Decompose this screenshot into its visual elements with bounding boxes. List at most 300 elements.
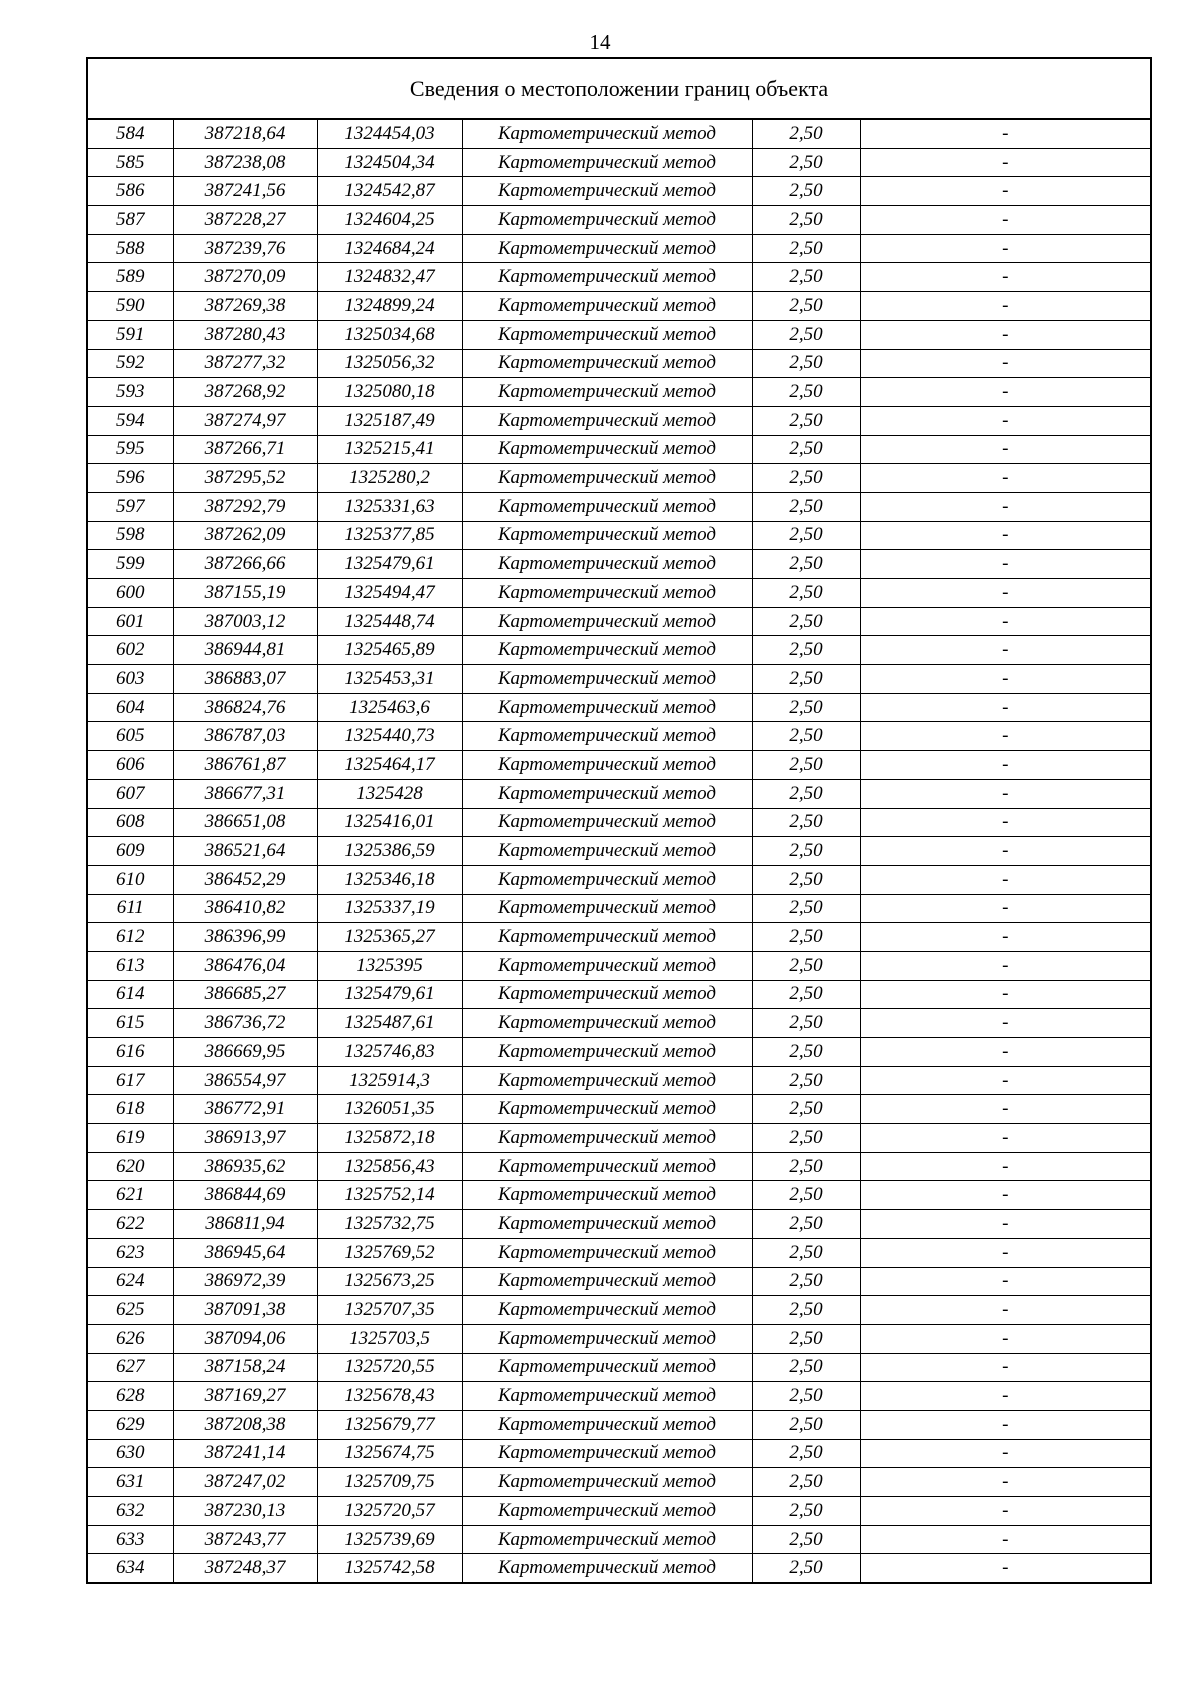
cell-accuracy: 2,50 <box>752 1382 860 1411</box>
cell-coord-y: 1325769,52 <box>317 1238 462 1267</box>
cell-coord-y: 1325673,25 <box>317 1267 462 1296</box>
cell-description: - <box>860 951 1151 980</box>
table-row <box>87 1267 1151 1296</box>
cell-coord-x: 387239,76 <box>173 234 317 263</box>
cell-coord-x: 387241,56 <box>173 177 317 206</box>
cell-accuracy: 2,50 <box>752 1238 860 1267</box>
cell-accuracy: 2,50 <box>752 1439 860 1468</box>
cell-accuracy: 2,50 <box>752 751 860 780</box>
cell-method: Картометрический метод <box>462 579 752 608</box>
cell-point-number: 634 <box>87 1554 173 1583</box>
cell-description: - <box>860 579 1151 608</box>
cell-point-number: 609 <box>87 837 173 866</box>
cell-accuracy: 2,50 <box>752 263 860 292</box>
cell-method: Картометрический метод <box>462 808 752 837</box>
cell-accuracy: 2,50 <box>752 492 860 521</box>
cell-description: - <box>860 923 1151 952</box>
cell-description: - <box>860 607 1151 636</box>
cell-point-number: 608 <box>87 808 173 837</box>
cell-accuracy: 2,50 <box>752 693 860 722</box>
cell-accuracy: 2,50 <box>752 1210 860 1239</box>
cell-description: - <box>860 119 1151 148</box>
table-row <box>87 665 1151 694</box>
cell-accuracy: 2,50 <box>752 1324 860 1353</box>
cell-method: Картометрический метод <box>462 177 752 206</box>
cell-description: - <box>860 1066 1151 1095</box>
cell-accuracy: 2,50 <box>752 1152 860 1181</box>
cell-coord-x: 387247,02 <box>173 1468 317 1497</box>
cell-description: - <box>860 808 1151 837</box>
cell-coord-y: 1325463,6 <box>317 693 462 722</box>
table-row <box>87 1038 1151 1067</box>
cell-method: Картометрический метод <box>462 722 752 751</box>
cell-point-number: 602 <box>87 636 173 665</box>
cell-coord-y: 1325679,77 <box>317 1410 462 1439</box>
cell-description: - <box>860 894 1151 923</box>
cell-method: Картометрический метод <box>462 1439 752 1468</box>
cell-coord-x: 387158,24 <box>173 1353 317 1382</box>
cell-coord-y: 1325386,59 <box>317 837 462 866</box>
cell-point-number: 617 <box>87 1066 173 1095</box>
cell-coord-y: 1325215,41 <box>317 435 462 464</box>
cell-accuracy: 2,50 <box>752 378 860 407</box>
table-row <box>87 894 1151 923</box>
cell-description: - <box>860 492 1151 521</box>
cell-description: - <box>860 292 1151 321</box>
cell-coord-y: 1324504,34 <box>317 148 462 177</box>
cell-method: Картометрический метод <box>462 1038 752 1067</box>
table-row <box>87 349 1151 378</box>
table-row <box>87 378 1151 407</box>
cell-method: Картометрический метод <box>462 779 752 808</box>
cell-point-number: 586 <box>87 177 173 206</box>
cell-method: Картометрический метод <box>462 1468 752 1497</box>
cell-coord-x: 387230,13 <box>173 1497 317 1526</box>
cell-point-number: 597 <box>87 492 173 521</box>
cell-coord-y: 1325732,75 <box>317 1210 462 1239</box>
cell-coord-y: 1325746,83 <box>317 1038 462 1067</box>
cell-coord-x: 386410,82 <box>173 894 317 923</box>
cell-accuracy: 2,50 <box>752 292 860 321</box>
cell-method: Картометрический метод <box>462 234 752 263</box>
cell-point-number: 625 <box>87 1296 173 1325</box>
cell-description: - <box>860 1009 1151 1038</box>
cell-coord-y: 1325464,17 <box>317 751 462 780</box>
cell-coord-y: 1325034,68 <box>317 320 462 349</box>
cell-coord-y: 1325487,61 <box>317 1009 462 1038</box>
cell-coord-x: 387243,77 <box>173 1525 317 1554</box>
cell-accuracy: 2,50 <box>752 808 860 837</box>
cell-coord-x: 387277,32 <box>173 349 317 378</box>
cell-description: - <box>860 378 1151 407</box>
cell-point-number: 631 <box>87 1468 173 1497</box>
cell-method: Картометрический метод <box>462 1353 752 1382</box>
cell-accuracy: 2,50 <box>752 177 860 206</box>
table-row <box>87 206 1151 235</box>
cell-point-number: 621 <box>87 1181 173 1210</box>
table-row <box>87 751 1151 780</box>
table-row <box>87 1497 1151 1526</box>
cell-coord-x: 387208,38 <box>173 1410 317 1439</box>
cell-accuracy: 2,50 <box>752 1009 860 1038</box>
cell-method: Картометрический метод <box>462 1238 752 1267</box>
table-row <box>87 521 1151 550</box>
table-title: Сведения о местоположении границ объекта <box>87 58 1151 119</box>
cell-coord-x: 387238,08 <box>173 148 317 177</box>
cell-accuracy: 2,50 <box>752 980 860 1009</box>
cell-coord-x: 387262,09 <box>173 521 317 550</box>
cell-accuracy: 2,50 <box>752 865 860 894</box>
cell-accuracy: 2,50 <box>752 435 860 464</box>
cell-description: - <box>860 1382 1151 1411</box>
cell-accuracy: 2,50 <box>752 234 860 263</box>
cell-accuracy: 2,50 <box>752 1353 860 1382</box>
cell-point-number: 615 <box>87 1009 173 1038</box>
cell-coord-y: 1325346,18 <box>317 865 462 894</box>
cell-coord-y: 1324899,24 <box>317 292 462 321</box>
table-row <box>87 1439 1151 1468</box>
table-row <box>87 865 1151 894</box>
cell-accuracy: 2,50 <box>752 320 860 349</box>
cell-method: Картометрический метод <box>462 378 752 407</box>
cell-accuracy: 2,50 <box>752 665 860 694</box>
cell-point-number: 592 <box>87 349 173 378</box>
cell-method: Картометрический метод <box>462 1095 752 1124</box>
cell-point-number: 610 <box>87 865 173 894</box>
cell-method: Картометрический метод <box>462 263 752 292</box>
cell-accuracy: 2,50 <box>752 119 860 148</box>
table-row <box>87 837 1151 866</box>
cell-point-number: 607 <box>87 779 173 808</box>
cell-coord-y: 1325056,32 <box>317 349 462 378</box>
table-row <box>87 1296 1151 1325</box>
cell-coord-y: 1325080,18 <box>317 378 462 407</box>
cell-point-number: 589 <box>87 263 173 292</box>
cell-accuracy: 2,50 <box>752 722 860 751</box>
cell-method: Картометрический метод <box>462 865 752 894</box>
cell-point-number: 620 <box>87 1152 173 1181</box>
cell-description: - <box>860 665 1151 694</box>
cell-coord-y: 1325914,3 <box>317 1066 462 1095</box>
cell-coord-y: 1325377,85 <box>317 521 462 550</box>
cell-description: - <box>860 751 1151 780</box>
cell-method: Картометрический метод <box>462 607 752 636</box>
cell-description: - <box>860 1468 1151 1497</box>
cell-coord-x: 386476,04 <box>173 951 317 980</box>
table-row <box>87 492 1151 521</box>
cell-coord-y: 1325752,14 <box>317 1181 462 1210</box>
cell-description: - <box>860 722 1151 751</box>
table-row <box>87 1066 1151 1095</box>
table-row <box>87 1124 1151 1153</box>
cell-coord-x: 386396,99 <box>173 923 317 952</box>
cell-point-number: 624 <box>87 1267 173 1296</box>
cell-description: - <box>860 779 1151 808</box>
cell-description: - <box>860 406 1151 435</box>
cell-coord-y: 1324542,87 <box>317 177 462 206</box>
cell-coord-x: 387274,97 <box>173 406 317 435</box>
table-row <box>87 550 1151 579</box>
cell-method: Картометрический метод <box>462 521 752 550</box>
cell-method: Картометрический метод <box>462 119 752 148</box>
cell-method: Картометрический метод <box>462 923 752 952</box>
cell-coord-y: 1325448,74 <box>317 607 462 636</box>
cell-coord-x: 387091,38 <box>173 1296 317 1325</box>
cell-coord-y: 1324832,47 <box>317 263 462 292</box>
cell-coord-x: 386913,97 <box>173 1124 317 1153</box>
cell-method: Картометрический метод <box>462 1210 752 1239</box>
cell-point-number: 611 <box>87 894 173 923</box>
cell-method: Картометрический метод <box>462 406 752 435</box>
cell-coord-x: 386677,31 <box>173 779 317 808</box>
cell-description: - <box>860 521 1151 550</box>
cell-point-number: 599 <box>87 550 173 579</box>
cell-point-number: 632 <box>87 1497 173 1526</box>
cell-description: - <box>860 320 1151 349</box>
cell-coord-x: 387295,52 <box>173 464 317 493</box>
cell-coord-x: 386452,29 <box>173 865 317 894</box>
cell-method: Картометрический метод <box>462 665 752 694</box>
cell-coord-x: 387268,92 <box>173 378 317 407</box>
table-row <box>87 119 1151 148</box>
cell-coord-x: 387269,38 <box>173 292 317 321</box>
cell-description: - <box>860 1296 1151 1325</box>
cell-point-number: 596 <box>87 464 173 493</box>
cell-point-number: 614 <box>87 980 173 1009</box>
cell-coord-y: 1325331,63 <box>317 492 462 521</box>
cell-accuracy: 2,50 <box>752 951 860 980</box>
table-row <box>87 1181 1151 1210</box>
cell-description: - <box>860 1095 1151 1124</box>
cell-description: - <box>860 1267 1151 1296</box>
cell-coord-x: 386685,27 <box>173 980 317 1009</box>
table-row <box>87 1095 1151 1124</box>
cell-description: - <box>860 234 1151 263</box>
cell-method: Картометрический метод <box>462 1296 752 1325</box>
cell-description: - <box>860 1038 1151 1067</box>
cell-accuracy: 2,50 <box>752 148 860 177</box>
cell-coord-y: 1325739,69 <box>317 1525 462 1554</box>
cell-method: Картометрический метод <box>462 435 752 464</box>
cell-description: - <box>860 550 1151 579</box>
table-row <box>87 951 1151 980</box>
table-row <box>87 1554 1151 1583</box>
cell-coord-y: 1325720,55 <box>317 1353 462 1382</box>
cell-coord-y: 1325709,75 <box>317 1468 462 1497</box>
cell-method: Картометрический метод <box>462 1267 752 1296</box>
cell-description: - <box>860 148 1151 177</box>
cell-accuracy: 2,50 <box>752 1066 860 1095</box>
cell-coord-x: 386521,64 <box>173 837 317 866</box>
cell-accuracy: 2,50 <box>752 521 860 550</box>
cell-accuracy: 2,50 <box>752 579 860 608</box>
cell-description: - <box>860 1181 1151 1210</box>
cell-accuracy: 2,50 <box>752 1038 860 1067</box>
cell-accuracy: 2,50 <box>752 1525 860 1554</box>
table-row <box>87 263 1151 292</box>
cell-point-number: 591 <box>87 320 173 349</box>
cell-coord-x: 387169,27 <box>173 1382 317 1411</box>
cell-description: - <box>860 349 1151 378</box>
cell-point-number: 616 <box>87 1038 173 1067</box>
cell-description: - <box>860 435 1151 464</box>
cell-point-number: 595 <box>87 435 173 464</box>
cell-accuracy: 2,50 <box>752 406 860 435</box>
cell-point-number: 622 <box>87 1210 173 1239</box>
cell-accuracy: 2,50 <box>752 1124 860 1153</box>
cell-coord-y: 1325337,19 <box>317 894 462 923</box>
cell-accuracy: 2,50 <box>752 1497 860 1526</box>
cell-coord-x: 386761,87 <box>173 751 317 780</box>
cell-description: - <box>860 1497 1151 1526</box>
cell-coord-y: 1325678,43 <box>317 1382 462 1411</box>
cell-accuracy: 2,50 <box>752 206 860 235</box>
cell-coord-x: 387280,43 <box>173 320 317 349</box>
cell-coord-x: 387155,19 <box>173 579 317 608</box>
cell-coord-x: 386883,07 <box>173 665 317 694</box>
cell-accuracy: 2,50 <box>752 464 860 493</box>
cell-method: Картометрический метод <box>462 492 752 521</box>
cell-point-number: 584 <box>87 119 173 148</box>
table-row <box>87 292 1151 321</box>
cell-point-number: 588 <box>87 234 173 263</box>
table-row <box>87 722 1151 751</box>
cell-coord-y: 1325187,49 <box>317 406 462 435</box>
cell-coord-x: 386811,94 <box>173 1210 317 1239</box>
table-row <box>87 579 1151 608</box>
table-row <box>87 1382 1151 1411</box>
cell-coord-x: 386945,64 <box>173 1238 317 1267</box>
cell-method: Картометрический метод <box>462 1009 752 1038</box>
cell-accuracy: 2,50 <box>752 1296 860 1325</box>
cell-coord-x: 387270,09 <box>173 263 317 292</box>
cell-description: - <box>860 1210 1151 1239</box>
cell-coord-y: 1325453,31 <box>317 665 462 694</box>
table-row <box>87 636 1151 665</box>
cell-coord-y: 1325416,01 <box>317 808 462 837</box>
cell-point-number: 628 <box>87 1382 173 1411</box>
table-row <box>87 607 1151 636</box>
cell-coord-x: 387266,71 <box>173 435 317 464</box>
cell-point-number: 590 <box>87 292 173 321</box>
cell-coord-y: 1325872,18 <box>317 1124 462 1153</box>
cell-description: - <box>860 464 1151 493</box>
cell-coord-y: 1325365,27 <box>317 923 462 952</box>
cell-accuracy: 2,50 <box>752 550 860 579</box>
cell-point-number: 605 <box>87 722 173 751</box>
cell-point-number: 623 <box>87 1238 173 1267</box>
cell-method: Картометрический метод <box>462 464 752 493</box>
cell-point-number: 600 <box>87 579 173 608</box>
cell-description: - <box>860 636 1151 665</box>
cell-description: - <box>860 263 1151 292</box>
table-row <box>87 406 1151 435</box>
cell-coord-y: 1326051,35 <box>317 1095 462 1124</box>
table-body <box>87 119 1151 1583</box>
cell-description: - <box>860 1238 1151 1267</box>
table-row <box>87 435 1151 464</box>
cell-accuracy: 2,50 <box>752 1410 860 1439</box>
cell-coord-x: 387094,06 <box>173 1324 317 1353</box>
cell-coord-y: 1324454,03 <box>317 119 462 148</box>
cell-coord-x: 386944,81 <box>173 636 317 665</box>
table-row <box>87 148 1151 177</box>
cell-coord-y: 1325856,43 <box>317 1152 462 1181</box>
cell-point-number: 630 <box>87 1439 173 1468</box>
cell-coord-x: 386554,97 <box>173 1066 317 1095</box>
cell-coord-x: 386736,72 <box>173 1009 317 1038</box>
table-row <box>87 1009 1151 1038</box>
cell-point-number: 587 <box>87 206 173 235</box>
cell-method: Картометрический метод <box>462 693 752 722</box>
cell-point-number: 626 <box>87 1324 173 1353</box>
cell-coord-y: 1325703,5 <box>317 1324 462 1353</box>
cell-method: Картометрический метод <box>462 1497 752 1526</box>
table-row <box>87 1353 1151 1382</box>
cell-point-number: 601 <box>87 607 173 636</box>
cell-point-number: 619 <box>87 1124 173 1153</box>
cell-method: Картометрический метод <box>462 1525 752 1554</box>
cell-point-number: 603 <box>87 665 173 694</box>
cell-method: Картометрический метод <box>462 894 752 923</box>
cell-description: - <box>860 1353 1151 1382</box>
cell-point-number: 604 <box>87 693 173 722</box>
cell-method: Картометрический метод <box>462 980 752 1009</box>
cell-description: - <box>860 1410 1151 1439</box>
page-number: 14 <box>589 30 611 54</box>
cell-description: - <box>860 1554 1151 1583</box>
cell-accuracy: 2,50 <box>752 1181 860 1210</box>
cell-description: - <box>860 1152 1151 1181</box>
cell-method: Картометрический метод <box>462 148 752 177</box>
cell-accuracy: 2,50 <box>752 607 860 636</box>
table-row <box>87 234 1151 263</box>
cell-point-number: 594 <box>87 406 173 435</box>
cell-method: Картометрический метод <box>462 1382 752 1411</box>
table-title-row <box>87 58 1151 119</box>
cell-accuracy: 2,50 <box>752 779 860 808</box>
cell-coord-x: 386772,91 <box>173 1095 317 1124</box>
cell-method: Картометрический метод <box>462 636 752 665</box>
cell-method: Картометрический метод <box>462 751 752 780</box>
cell-description: - <box>860 865 1151 894</box>
table-row <box>87 177 1151 206</box>
cell-coord-x: 387292,79 <box>173 492 317 521</box>
cell-coord-x: 386669,95 <box>173 1038 317 1067</box>
cell-method: Картометрический метод <box>462 837 752 866</box>
cell-point-number: 633 <box>87 1525 173 1554</box>
table-row <box>87 1410 1151 1439</box>
cell-method: Картометрический метод <box>462 550 752 579</box>
cell-point-number: 598 <box>87 521 173 550</box>
cell-point-number: 585 <box>87 148 173 177</box>
cell-point-number: 618 <box>87 1095 173 1124</box>
cell-coord-x: 387241,14 <box>173 1439 317 1468</box>
cell-point-number: 612 <box>87 923 173 952</box>
cell-accuracy: 2,50 <box>752 1267 860 1296</box>
cell-description: - <box>860 1525 1151 1554</box>
cell-method: Картометрический метод <box>462 1410 752 1439</box>
cell-point-number: 629 <box>87 1410 173 1439</box>
cell-coord-x: 387248,37 <box>173 1554 317 1583</box>
table-row <box>87 808 1151 837</box>
cell-accuracy: 2,50 <box>752 1554 860 1583</box>
cell-point-number: 593 <box>87 378 173 407</box>
table-row <box>87 980 1151 1009</box>
cell-coord-y: 1325428 <box>317 779 462 808</box>
table-row <box>87 923 1151 952</box>
cell-coord-x: 386844,69 <box>173 1181 317 1210</box>
